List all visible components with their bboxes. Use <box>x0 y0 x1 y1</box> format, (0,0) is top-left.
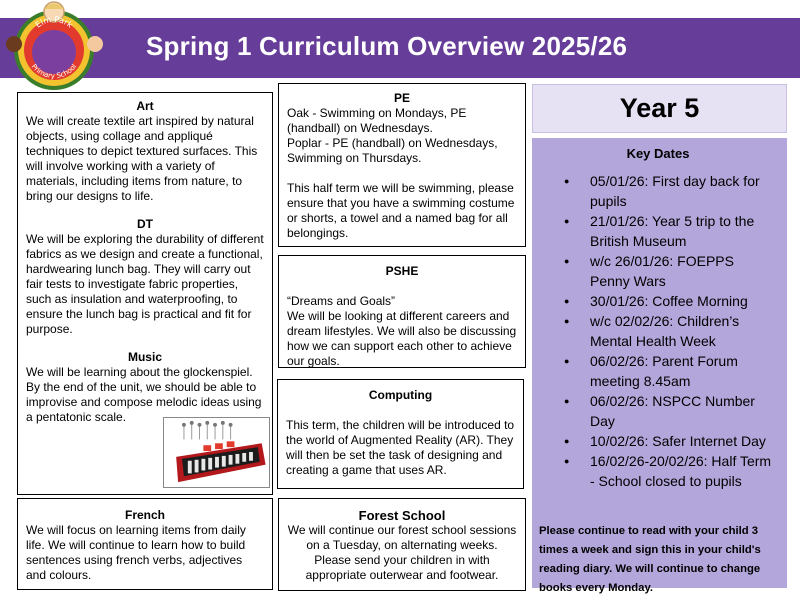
pe-heading: PE <box>393 91 410 105</box>
school-logo <box>4 0 104 92</box>
dt-text: We will be exploring the durability of different fabrics as we design and create a functional, hardwearing lunch bag. They will carry out fair tests to investigate fabric properties, such as insulation and waterproofing, to ensure the lunch bag is practical and fit for purpose. <box>26 232 264 336</box>
music-text: We will be learning about the glockenspiel. By the end of the unit, we should be able to improvise and compose melodic ideas using a pentatonic scale. <box>26 365 262 424</box>
art-text: We will create textile art inspired by natural objects, using collage and appliqué techniques to depict textured surfaces. This will involve working with a variety of materials, including items from nature, to bring our designs to life. <box>26 114 258 203</box>
forest-school-panel <box>278 498 526 591</box>
dt-heading: DT <box>137 217 153 231</box>
computing-heading: Computing <box>368 388 433 402</box>
key-dates-heading: Key Dates <box>626 146 690 161</box>
year-title-box <box>532 84 787 133</box>
pshe-panel <box>278 255 526 368</box>
pe-swimming-text: This half term we will be swimming, please ensure that you have a swimming costume or shorts, a towel and a named bag for all belongings. <box>287 181 515 240</box>
glockenspiel-image <box>163 417 270 488</box>
french-panel <box>17 498 273 590</box>
forest-school-text: We will continue our forest school sessions on a Tuesday, on alternating weeks. Please send your children in with appropriate outerwear and footwear. <box>287 523 517 582</box>
pe-oak-text: Oak - Swimming on Mondays, PE (handball) on Wednesdays. <box>287 106 467 135</box>
forest-school-heading: Forest School <box>358 508 446 523</box>
key-dates-panel <box>532 138 787 594</box>
list-item: ● w/c 02/02/26: Children’s Mental Health Week <box>539 311 777 351</box>
art-heading: Art <box>136 99 154 113</box>
pshe-heading: PSHE <box>385 264 419 278</box>
music-heading: Music <box>127 350 162 364</box>
pshe-quote: “Dreams and Goals” <box>287 294 396 308</box>
list-item: ● 16/02/26-20/02/26: Half Term - School closed to pupils <box>539 451 777 491</box>
computing-panel <box>277 379 524 489</box>
list-item: ● 30/01/26: Coffee Morning <box>539 291 777 311</box>
list-item: ● 06/02/26: NSPCC Number Day <box>539 391 777 431</box>
french-heading: French <box>124 508 165 522</box>
list-item: ● 10/02/26: Safer Internet Day <box>539 431 777 451</box>
year-title: Year 5 <box>619 93 700 123</box>
french-text: We will focus on learning items from daily life. We will continue to learn how to build sentences using french verbs, adjectives and colours. <box>26 523 246 582</box>
reading-note: Please continue to read with your child 3 times a week and sign this in your child's reading diary. We will continue to change books every Monday. <box>539 525 761 594</box>
list-item: ● 06/02/26: Parent Forum meeting 8.45am <box>539 351 777 391</box>
pe-panel <box>278 83 526 247</box>
pe-poplar-text: Poplar - PE (handball) on Wednesdays, Swimming on Thursdays. <box>287 136 498 165</box>
list-item: ● 21/01/26: Year 5 trip to the British Museum <box>539 211 777 251</box>
list-item: ● w/c 26/01/26: FOEPPS Penny Wars <box>539 251 777 291</box>
page-title: Spring 1 Curriculum Overview 2025/26 <box>146 31 628 61</box>
logo-text-top: Elm Park <box>33 14 75 30</box>
list-item: ● 05/01/26: First day back for pupils <box>539 171 777 211</box>
logo-text-bottom: Primary School <box>29 62 79 81</box>
key-dates-list <box>539 171 777 491</box>
pshe-text: We will be looking at different careers and dream lifestyles. We will also be discussing how we can support each other to achieve our goals. <box>287 309 517 368</box>
computing-text: This term, the children will be introduced to the world of Augmented Reality (AR). They will then be set the task of designing and creating a game that uses AR. <box>286 418 515 477</box>
header-banner <box>0 18 800 81</box>
